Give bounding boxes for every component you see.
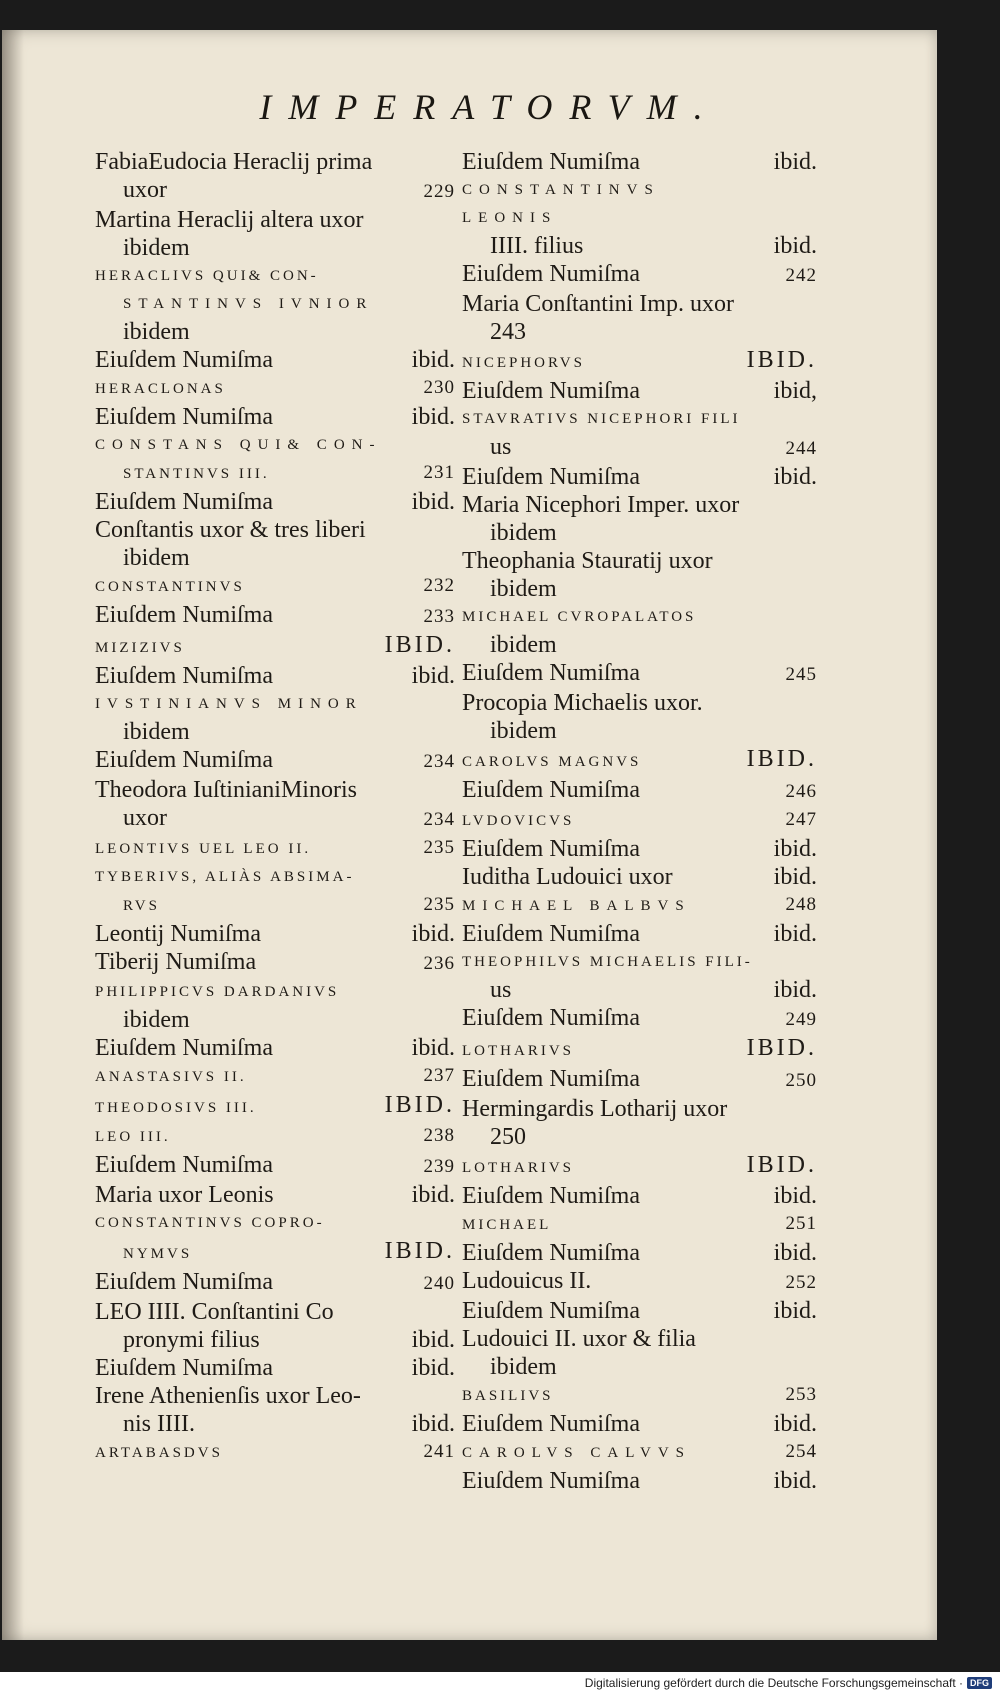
entry-label: Eiuſdem Numiſma (95, 404, 273, 430)
index-entry (95, 601, 455, 631)
index-entry (95, 262, 455, 290)
entry-page-ref: IBID. (746, 1035, 817, 1061)
funding-credit: Digitalisierung gefördert durch die Deutsche Forschungsgemeinschaft · (584, 1676, 963, 1690)
index-entry (462, 659, 817, 689)
index-entry (462, 1438, 817, 1467)
index-entry (462, 948, 817, 976)
entry-label: ibidem (123, 719, 190, 745)
index-entry (95, 746, 455, 776)
entry-label: Eiuſdem Numiſma (95, 663, 273, 689)
index-entry (95, 459, 455, 488)
index-entry (462, 1239, 817, 1267)
index-entry (95, 1298, 455, 1326)
index-entry (462, 575, 817, 603)
entry-page-ref: ibid. (411, 1035, 455, 1061)
entry-label: FabiaEudocia Heraclij prima (95, 149, 373, 175)
index-entry (95, 403, 455, 431)
index-entry (95, 431, 455, 459)
entry-label: CAROLVS CALVVS (462, 1445, 692, 1461)
index-entry (95, 920, 455, 948)
index-entry (95, 1382, 455, 1410)
entry-page-ref: ibid. (773, 1240, 817, 1266)
entry-page-ref: ibid. (773, 1298, 817, 1324)
index-entry (462, 806, 817, 835)
index-entry (95, 290, 455, 318)
index-entry (95, 1410, 455, 1438)
entry-label: ANASTASIVS II. (95, 1069, 247, 1085)
index-entry (462, 1325, 817, 1353)
entry-page-ref: ibid. (773, 1183, 817, 1209)
entry-page-ref: ibid. (773, 836, 817, 862)
entry-label: Eiuſdem Numiſma (462, 464, 640, 490)
entry-label: LOTHARIVS (462, 1043, 574, 1059)
index-entry (462, 318, 817, 346)
index-entry (462, 1410, 817, 1438)
book-page (2, 30, 937, 1640)
entry-page-ref: 242 (785, 265, 817, 286)
entry-label: Irene Athenienſis uxor Leo- (95, 1383, 361, 1409)
entry-label: ibidem (123, 319, 190, 345)
index-entry (95, 318, 455, 346)
entry-label: LEO IIII. Conſtantini Co (95, 1299, 334, 1325)
entry-label: HERACLONAS (95, 381, 226, 397)
entry-page-ref: ibid. (411, 404, 455, 430)
entry-label: Eiuſdem Numiſma (462, 1468, 640, 1494)
entry-page-ref: 250 (785, 1070, 817, 1091)
entry-page-ref: ibid. (411, 1327, 455, 1353)
entry-page-ref: 240 (423, 1273, 455, 1294)
entry-label: ibidem (490, 718, 557, 744)
entry-page-ref: ibid. (411, 1355, 455, 1381)
entry-page-ref: ibid. (773, 1468, 817, 1494)
index-entry (95, 1181, 455, 1209)
index-entry (95, 1354, 455, 1382)
index-entry (95, 978, 455, 1006)
index-entry (462, 547, 817, 575)
entry-label: RVS (123, 898, 160, 914)
entry-label: Leontij Numiſma (95, 921, 261, 947)
entry-page-ref: ibid. (773, 864, 817, 890)
entry-label: Eiuſdem Numiſma (462, 1005, 640, 1031)
index-entry (95, 804, 455, 834)
entry-page-ref: 241 (423, 1441, 455, 1462)
entry-label: Eiuſdem Numiſma (462, 1411, 640, 1437)
entry-label: Eiuſdem Numiſma (95, 602, 273, 628)
index-entry (95, 1122, 455, 1151)
entry-label: Eiuſdem Numiſma (462, 660, 640, 686)
index-entry (95, 863, 455, 891)
entry-label: Maria uxor Leonis (95, 1182, 274, 1208)
index-entry (95, 176, 455, 206)
entry-label: STANTINVS III. (123, 466, 270, 482)
entry-label: us (490, 434, 512, 460)
digitization-footer (0, 1672, 1000, 1694)
index-entry (462, 377, 817, 405)
index-entry (462, 835, 817, 863)
entry-page-ref: 231 (423, 462, 455, 483)
entry-label: Eiuſdem Numiſma (462, 921, 640, 947)
entry-label: IVSTINIANVS MINOR (95, 696, 363, 712)
entry-label: CONSTANTINVS (95, 579, 245, 595)
entry-label: THEODOSIVS III. (95, 1100, 257, 1116)
entry-label: Eiuſdem Numiſma (462, 1240, 640, 1266)
entry-label: LVDOVICVS (462, 813, 575, 829)
entry-label: STANTINVS IVNIOR (123, 296, 374, 312)
entry-page-ref: 252 (785, 1272, 817, 1293)
entry-label: ARTABASDVS (95, 1445, 223, 1461)
index-entry (462, 290, 817, 318)
index-entry (462, 1381, 817, 1410)
entry-label: BASILIVS (462, 1388, 554, 1404)
entry-page-ref: 249 (785, 1009, 817, 1030)
entry-label: HERACLIVS QUI& CON- (95, 268, 319, 284)
index-entry (462, 717, 817, 745)
entry-label: Eiuſdem Numiſma (95, 1035, 273, 1061)
index-entry (462, 1353, 817, 1381)
entry-label: Ludouicus II. (462, 1268, 592, 1294)
index-entry (95, 346, 455, 374)
entry-label: Hermingardis Lotharij uxor (462, 1096, 728, 1122)
entry-label: Tiberij Numiſma (95, 949, 257, 975)
entry-label: ibidem (490, 520, 557, 546)
entry-label: NICEPHORVS (462, 355, 585, 371)
index-entry (462, 1034, 817, 1065)
index-entry (95, 1268, 455, 1298)
index-column-right (462, 148, 817, 1495)
entry-page-ref: 229 (423, 181, 455, 202)
entry-page-ref: IBID. (746, 746, 817, 772)
entry-page-ref: 238 (423, 1125, 455, 1146)
index-entry (95, 1062, 455, 1091)
entry-label: CAROLVS MAGNVS (462, 754, 642, 770)
index-entry (95, 206, 455, 234)
entry-label: Eiuſdem Numiſma (95, 1152, 273, 1178)
entry-page-ref: 246 (785, 781, 817, 802)
entry-page-ref: 230 (423, 377, 455, 398)
index-entry (462, 976, 817, 1004)
entry-label: TYBERIVS, ALIÀS ABSIMA- (95, 869, 355, 885)
index-entry (95, 1091, 455, 1122)
entry-label: IIII. filius (490, 233, 584, 259)
entry-label: STAVRATIVS NICEPHORI FILI (462, 411, 741, 427)
entry-label: us (490, 977, 512, 1003)
entry-label: pronymi filius (123, 1327, 260, 1353)
entry-label: Conſtantis uxor & tres liberi (95, 517, 366, 543)
index-entry (95, 690, 455, 718)
entry-label: ibidem (490, 632, 557, 658)
entry-label: Theophania Stauratij uxor (462, 548, 713, 574)
entry-page-ref: ibid. (773, 977, 817, 1003)
index-entry (95, 234, 455, 262)
entry-label: CONSTANTINVS LEONIS (462, 182, 660, 226)
index-entry (462, 1267, 817, 1297)
index-entry (462, 776, 817, 806)
entry-page-ref: ibid. (773, 464, 817, 490)
entry-page-ref: 254 (785, 1441, 817, 1462)
entry-page-ref: 232 (423, 575, 455, 596)
entry-label: Eiuſdem Numiſma (462, 378, 640, 404)
entry-page-ref: IBID. (384, 1238, 455, 1264)
index-column-left (95, 148, 455, 1467)
index-entry (95, 662, 455, 690)
index-entry (95, 1006, 455, 1034)
index-entry (95, 631, 455, 662)
index-entry (462, 1004, 817, 1034)
entry-label: ibidem (123, 1007, 190, 1033)
index-entry (462, 1065, 817, 1095)
entry-page-ref: 245 (785, 664, 817, 685)
index-entry (95, 1438, 455, 1467)
entry-label: LEONTIVS UEL LEO II. (95, 841, 312, 857)
entry-label: Eiuſdem Numiſma (95, 747, 273, 773)
index-entry (95, 1209, 455, 1237)
entry-page-ref: 247 (785, 809, 817, 830)
entry-page-ref: 234 (423, 751, 455, 772)
entry-page-ref: ibid. (773, 1411, 817, 1437)
entry-label: THEOPHILVS MICHAELIS FILI- (462, 954, 753, 970)
index-entry (462, 603, 817, 631)
entry-label: ibidem (123, 235, 190, 261)
gutter-shadow (2, 30, 24, 1640)
index-entry (462, 631, 817, 659)
entry-page-ref: 235 (423, 894, 455, 915)
dfg-logo: DFG (967, 1677, 992, 1689)
entry-label: Eiuſdem Numiſma (462, 777, 640, 803)
entry-label: Eiuſdem Numiſma (95, 1269, 273, 1295)
index-entry (462, 491, 817, 519)
index-entry (462, 920, 817, 948)
entry-label: MICHAEL (462, 1217, 552, 1233)
entry-page-ref: ibid. (773, 921, 817, 947)
entry-label: NYMVS (123, 1246, 193, 1262)
running-header: IMPERATORVM. (259, 87, 720, 127)
entry-page-ref: ibid. (773, 149, 817, 175)
entry-label: Eiuſdem Numiſma (462, 261, 640, 287)
index-entry (462, 1467, 817, 1495)
entry-label: Eiuſdem Numiſma (462, 1066, 640, 1092)
index-entry (95, 544, 455, 572)
entry-label: MICHAEL CVROPALATOS (462, 609, 697, 625)
index-entry (462, 433, 817, 463)
index-entry (462, 232, 817, 260)
entry-page-ref: 235 (423, 837, 455, 858)
entry-label: Eiuſdem Numiſma (462, 1183, 640, 1209)
index-entry (95, 1151, 455, 1181)
entry-label: CONSTANS QUI& CON- (95, 437, 382, 453)
entry-label: uxor (123, 177, 167, 203)
entry-label: Procopia Michaelis uxor. (462, 690, 703, 716)
index-entry (462, 1182, 817, 1210)
index-entry (462, 1297, 817, 1325)
index-entry (95, 1326, 455, 1354)
entry-page-ref: 239 (423, 1156, 455, 1177)
index-entry (95, 1237, 455, 1268)
index-entry (462, 863, 817, 891)
entry-page-ref: ibid. (773, 233, 817, 259)
entry-page-ref: 253 (785, 1384, 817, 1405)
entry-page-ref: ibid, (773, 378, 817, 404)
index-entry (462, 260, 817, 290)
index-entry (462, 689, 817, 717)
entry-label: Eiuſdem Numiſma (95, 489, 273, 515)
entry-label: ibidem (490, 576, 557, 602)
index-entry (462, 405, 817, 433)
index-entry (95, 488, 455, 516)
index-entry (462, 1151, 817, 1182)
index-entry (462, 891, 817, 920)
entry-page-ref: ibid. (411, 663, 455, 689)
entry-label: Eiuſdem Numiſma (95, 1355, 273, 1381)
entry-page-ref: 236 (423, 953, 455, 974)
index-entry (462, 1123, 817, 1151)
entry-page-ref: ibid. (411, 347, 455, 373)
index-entry (95, 891, 455, 920)
index-entry (462, 1210, 817, 1239)
entry-page-ref: 244 (785, 438, 817, 459)
entry-label: LEO III. (95, 1129, 171, 1145)
entry-label: PHILIPPICVS DARDANIVS (95, 984, 340, 1000)
index-entry (95, 148, 455, 176)
entry-label: uxor (123, 805, 167, 831)
entry-label: nis IIII. (123, 1411, 195, 1437)
entry-label: ibidem (490, 1354, 557, 1380)
entry-page-ref: 251 (785, 1213, 817, 1234)
index-entry (95, 948, 455, 978)
entry-page-ref: IBID. (384, 1092, 455, 1118)
entry-label: Eiuſdem Numiſma (462, 1298, 640, 1324)
entry-label: Ludouici II. uxor & filia (462, 1326, 696, 1352)
entry-label: CONSTANTINVS COPRO- (95, 1215, 325, 1231)
index-entry (95, 1034, 455, 1062)
index-entry (95, 834, 455, 863)
entry-page-ref: 234 (423, 809, 455, 830)
index-entry (462, 1095, 817, 1123)
entry-label: Martina Heraclij altera uxor (95, 207, 364, 233)
entry-page-ref: ibid. (411, 1411, 455, 1437)
entry-page-ref: 237 (423, 1065, 455, 1086)
entry-label: ibidem (123, 545, 190, 571)
entry-page-ref: IBID. (746, 1152, 817, 1178)
entry-page-ref: ibid. (411, 921, 455, 947)
entry-label: Iuditha Ludouici uxor (462, 864, 673, 890)
entry-label: 250 (490, 1124, 526, 1150)
entry-label: Eiuſdem Numiſma (462, 836, 640, 862)
index-entry (95, 516, 455, 544)
entry-label: Maria Nicephori Imper. uxor (462, 492, 740, 518)
index-entry (95, 718, 455, 746)
entry-label: Eiuſdem Numiſma (462, 149, 640, 175)
entry-page-ref: 233 (423, 606, 455, 627)
index-entry (95, 572, 455, 601)
entry-label: MIZIZIVS (95, 640, 185, 656)
entry-page-ref: IBID. (746, 347, 817, 373)
entry-label: Theodora IuſtinianiMinoris (95, 777, 357, 803)
entry-label: 243 (490, 319, 526, 345)
index-entry (95, 776, 455, 804)
index-entry (462, 176, 817, 232)
entry-label: LOTHARIVS (462, 1160, 574, 1176)
index-entry (95, 374, 455, 403)
index-entry (462, 519, 817, 547)
entry-page-ref: ibid. (411, 1182, 455, 1208)
index-entry (462, 463, 817, 491)
entry-page-ref: IBID. (384, 632, 455, 658)
index-entry (462, 148, 817, 176)
entry-page-ref: 248 (785, 894, 817, 915)
entry-label: Eiuſdem Numiſma (95, 347, 273, 373)
entry-page-ref: ibid. (411, 489, 455, 515)
entry-label: Maria Conſtantini Imp. uxor (462, 291, 734, 317)
index-entry (462, 745, 817, 776)
index-entry (462, 346, 817, 377)
entry-label: MICHAEL BALBVS (462, 898, 691, 914)
